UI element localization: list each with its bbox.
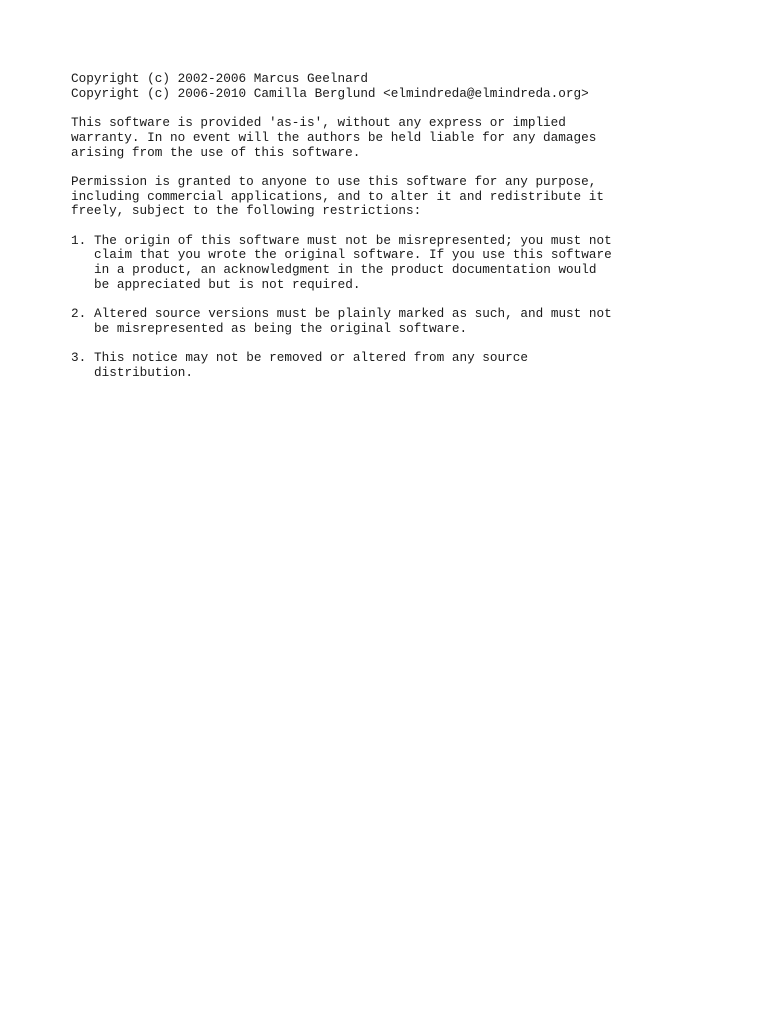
permission-line: including commercial applications, and to alter it and redistribute it	[71, 188, 604, 204]
restriction-line: be appreciated but is not required.	[94, 276, 361, 292]
restriction-line: The origin of this software must not be misrepresented; you must not	[94, 232, 612, 248]
copyright-line: Copyright (c) 2006-2010 Camilla Berglund <elmindreda@elmindreda.org>	[71, 85, 589, 101]
restriction-item	[71, 351, 728, 380]
restriction-line: be misrepresented as being the original software.	[94, 320, 468, 336]
restriction-line: claim that you wrote the original software. If you use this software	[94, 247, 612, 263]
disclaimer-line: arising from the use of this software.	[71, 144, 361, 160]
copyright-line: Copyright (c) 2002-2006 Marcus Geelnard	[71, 71, 368, 86]
disclaimer-line: warranty. In no event will the authors be held liable for any damages	[71, 129, 597, 145]
restriction-text	[94, 351, 728, 380]
restriction-line: in a product, an acknowledgment in the product documentation would	[94, 262, 597, 278]
restriction-line: Altered source versions must be plainly marked as such, and must not	[94, 306, 612, 322]
restriction-number: 2.	[71, 306, 87, 322]
disclaimer-line: This software is provided 'as-is', without any express or implied	[71, 115, 566, 131]
copyright-block	[71, 72, 728, 101]
restriction-text	[94, 234, 728, 293]
restriction-text	[94, 307, 728, 336]
restriction-item	[71, 234, 728, 293]
restriction-item	[71, 307, 728, 336]
restriction-line: This notice may not be removed or altered from any source	[94, 350, 528, 366]
restriction-number: 1.	[71, 232, 87, 248]
permission-paragraph	[71, 175, 728, 219]
restriction-number: 3.	[71, 350, 87, 366]
disclaimer-paragraph	[71, 116, 728, 160]
restriction-line: distribution.	[94, 364, 193, 380]
permission-line: Permission is granted to anyone to use this software for any purpose,	[71, 173, 597, 189]
permission-line: freely, subject to the following restrictions:	[71, 203, 422, 219]
